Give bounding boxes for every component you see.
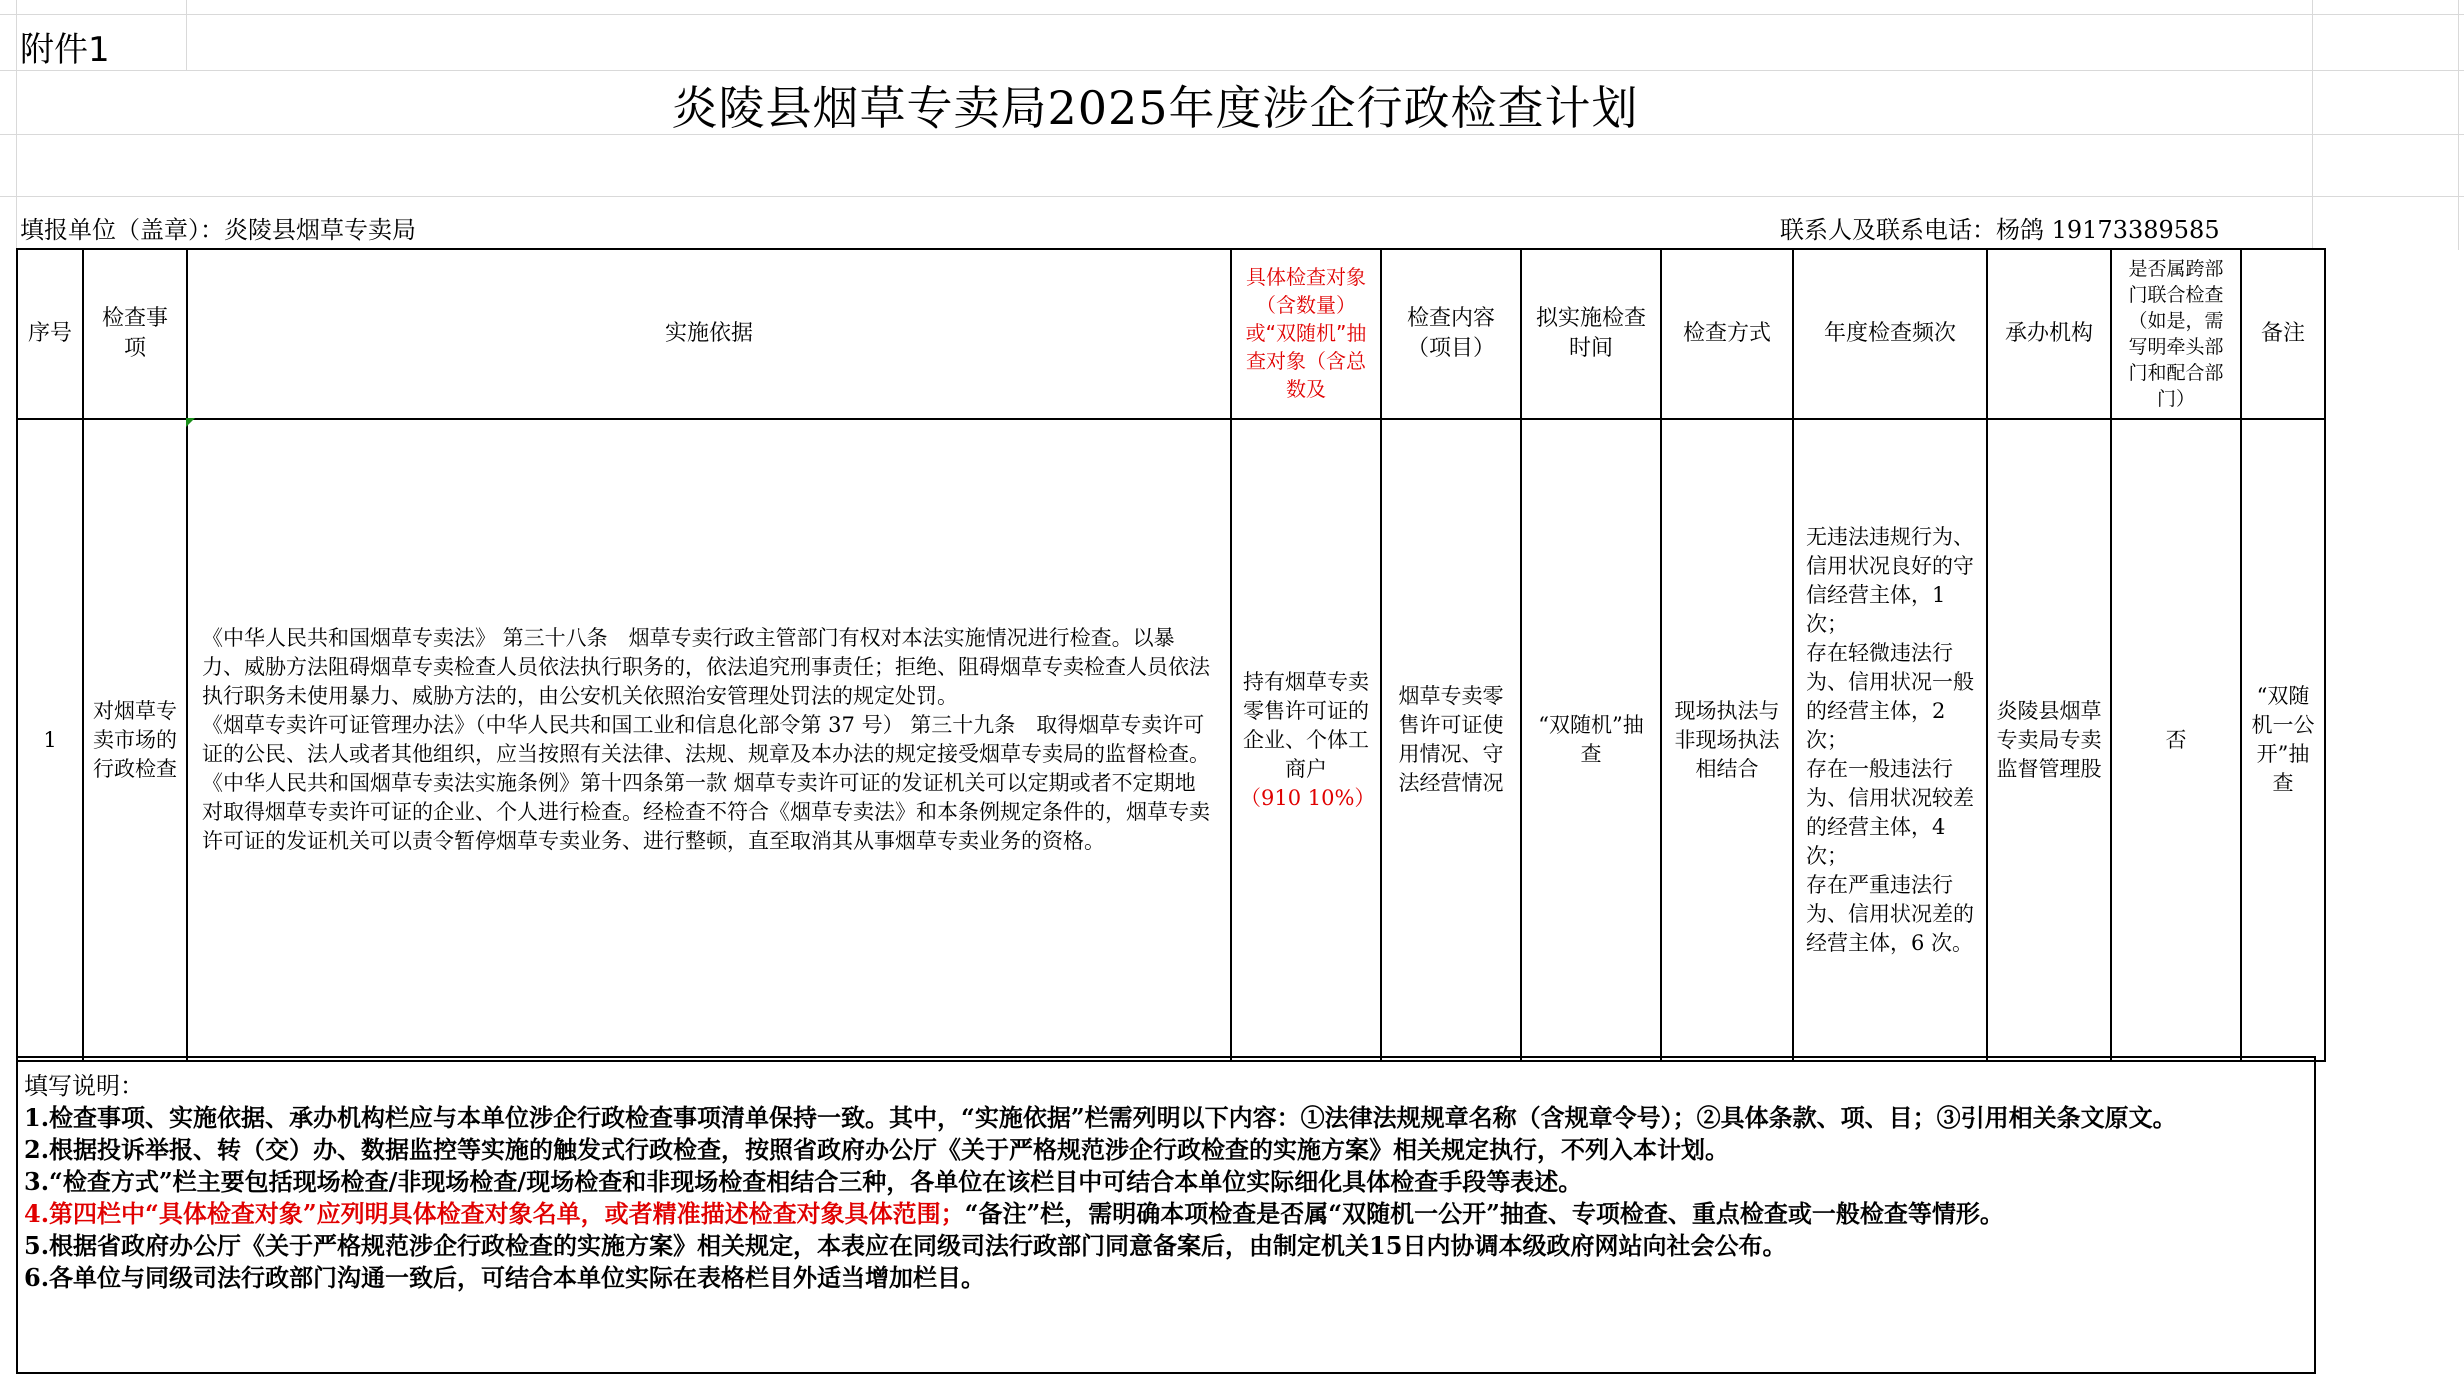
table-row (17, 419, 2325, 1061)
cell-seq: 1 (17, 419, 83, 1061)
target-count: （910 10%） (1240, 785, 1376, 810)
gridline (0, 70, 2464, 71)
header-item: 检查事项 (83, 249, 187, 419)
note-4 (24, 1198, 2308, 1230)
gridline (2312, 0, 2313, 250)
cell-time (1521, 419, 1661, 1061)
gridline (2458, 0, 2459, 250)
cell-agency: 炎陵县烟草专卖局专卖监督管理股 (1987, 419, 2111, 1061)
random-check-text: “双随机”抽查 (1538, 713, 1644, 766)
note-2: 2.根据投诉举报、转（交）办、数据监控等实施的触发式行政检查，按照省政府办公厅《关于严格规范涉企行政检查的实施方案》相关规定执行，不列入本计划。 (24, 1135, 1730, 1164)
target-text: 持有烟草专卖零售许可证的企业、个体工商户 (1243, 669, 1369, 781)
cell-method: 现场执法与非现场执法相结合 (1661, 419, 1793, 1061)
header-time: 拟实施检查时间 (1521, 249, 1661, 419)
note-1: 1.检查事项、实施依据、承办机构栏应与本单位涉企行政检查事项清单保持一致。其中，“实施依据”栏需列明以下内容：①法律法规规章名称（含规章令号）；②具体条款、项、目；③引用相关条文原文。 (24, 1103, 2177, 1132)
cell-remark: “双随机一公开”抽查 (2241, 419, 2325, 1061)
header-cross-dept: 是否属跨部门联合检查（如是，需写明牵头部门和配合部门） (2111, 249, 2241, 419)
note-6: 6.各单位与同级司法行政部门沟通一致后，可结合本单位实际在表格栏目外适当增加栏目。 (24, 1263, 986, 1292)
note-5: 5.根据省政府办公厅《关于严格规范涉企行政检查的实施方案》相关规定，本表应在同级司法行政部门同意备案后，由制定机关15日内协调本级政府网站向社会公布。 (24, 1231, 1787, 1260)
header-seq: 序号 (17, 249, 83, 419)
cell-basis: 《中华人民共和国烟草专卖法》 第三十八条 烟草专卖行政主管部门有权对本法实施情况进行检查。以暴力、威胁方法阻碍烟草专卖检查人员依法执行职务的，依法追究刑事责任；拒绝、阻碍烟草专卖检查人员依法执行职务未使用暴力、威胁方法的，由公安机关依照治安管理处罚法的规定处罚。 《烟草专卖许可证管理办法》（中华人民共和国工业和信息化部令第 37 号） 第三十九条 取得烟草专卖许可证的公民、法人或者其他组织，应当按照有关法律、法规、规章及本办法的规定接受烟草专卖局的监督检查。 《中华人民共和国烟草专卖法实施条例》第十四条第一款 烟草专卖许可证的发证机关可以定期或者不定期地对取得烟草专卖许可证的企业、个人进行检查。经检查不符合《烟草专卖法》和本条例规定条件的，烟草专卖许可证的发证机关可以责令暂停烟草专卖业务、进行整顿，直至取消其从事烟草专卖业务的资格。 (187, 419, 1231, 1061)
attachment-label: 附件1 (20, 30, 110, 70)
note-4-highlight: 4.第四栏中“具体检查对象”应列明具体检查对象名单，或者精准描述检查对象具体范围； (24, 1199, 965, 1228)
cell-target (1231, 419, 1381, 1061)
cell-item: 对烟草专卖市场的行政检查 (83, 419, 187, 1061)
instructions-box (16, 1056, 2316, 1374)
header-frequency: 年度检查频次 (1793, 249, 1987, 419)
cell-frequency: 无违法违规行为、信用状况良好的守信经营主体，1 次； 存在轻微违法行为、信用状况一般的经营主体，2 次； 存在一般违法行为、信用状况较差的经营主体，4 次； 存在严重违法行为、信用状况差的经营主体，6 次。 (1793, 419, 1987, 1061)
header-method: 检查方式 (1661, 249, 1793, 419)
note-4-rest: “备注”栏，需明确本项检查是否属“双随机一公开”抽查、专项检查、重点检查或一般检查等情形。 (964, 1199, 2004, 1228)
page-title: 炎陵县烟草专卖局2025年度涉企行政检查计划 (671, 81, 1639, 135)
cell-cross-dept: 否 (2111, 419, 2241, 1061)
gridline (0, 196, 2464, 197)
contact-info: 联系人及联系电话：杨鸽 19173389585 (1780, 216, 2220, 244)
header-content: 检查内容（项目） (1381, 249, 1521, 419)
cell-comment-marker-icon (186, 418, 195, 427)
header-remark: 备注 (2241, 249, 2325, 419)
notes-title: 填写说明： (24, 1072, 144, 1100)
cell-content: 烟草专卖零售许可证使用情况、守法经营情况 (1381, 419, 1521, 1061)
fill-unit: 填报单位（盖章）：炎陵县烟草专卖局 (20, 216, 416, 244)
gridline (0, 14, 2464, 15)
header-target: 具体检查对象（含数量）或“双随机”抽查对象（含总数及 (1231, 249, 1381, 419)
note-3: 3.“检查方式”栏主要包括现场检查/非现场检查/现场检查和非现场检查相结合三种，各单位在该栏目中可结合本单位实际细化具体检查手段等表述。 (24, 1167, 1583, 1196)
header-agency: 承办机构 (1987, 249, 2111, 419)
inspection-plan-table (16, 248, 2326, 1062)
header-basis: 实施依据 (187, 249, 1231, 419)
gridline (186, 0, 187, 70)
table-header-row (17, 249, 2325, 419)
